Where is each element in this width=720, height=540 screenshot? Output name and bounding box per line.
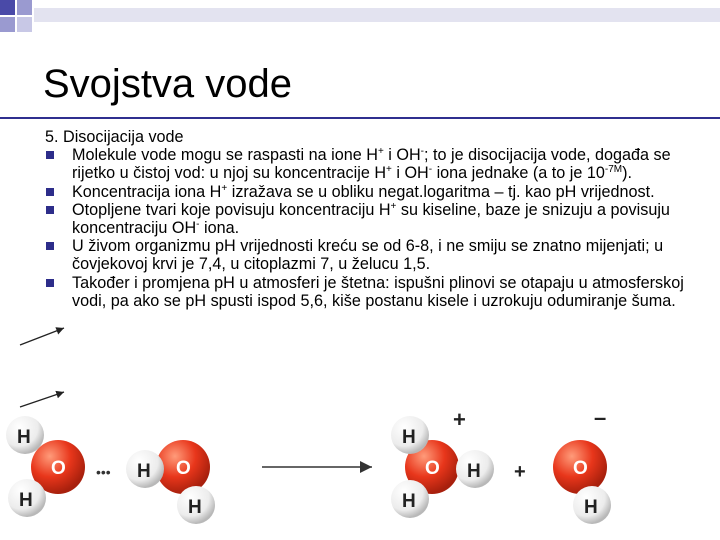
svg-text:H: H bbox=[402, 427, 416, 448]
svg-text:H: H bbox=[402, 491, 416, 512]
svg-text:H: H bbox=[188, 497, 202, 518]
svg-text:H: H bbox=[584, 497, 598, 518]
water-molecule bbox=[126, 440, 215, 524]
svg-text:O: O bbox=[573, 458, 588, 479]
svg-text:O: O bbox=[176, 458, 191, 479]
water-molecule bbox=[6, 416, 85, 517]
svg-text:H: H bbox=[17, 427, 31, 448]
bullet-item: Također i promjena pH u atmosferi je štetna: ispušni plinovi se otapaju u atmosferskoj vodi, pa ako se pH spusti ispod 5,6, kiše postanu kisele i uzrokuju odumiranje šuma. bbox=[45, 274, 685, 310]
svg-text:O: O bbox=[51, 458, 66, 479]
section-heading: 5. Disocijacija vode bbox=[45, 128, 184, 146]
bullet-item: U živom organizmu pH vrijednosti kreću se od 6-8, i ne smiju se znatno mijenjati; u čovjekovoj krvi je 7,4, u citoplazmi 7, u želucu 1,5. bbox=[45, 237, 685, 273]
bullet-item: Koncentracija iona H+ izražava se u obliku negat.logaritma – tj. kao pH vrijednost. bbox=[45, 183, 685, 201]
hydroxide-ion bbox=[553, 405, 611, 524]
plus-sign: + bbox=[514, 461, 526, 483]
slide-title: Svojstva vode bbox=[43, 62, 293, 106]
positive-charge: + bbox=[453, 407, 466, 432]
svg-text:O: O bbox=[425, 458, 440, 479]
svg-text:H: H bbox=[137, 461, 151, 482]
hydrogen-bond-dots: ••• bbox=[96, 464, 111, 480]
bullet-item: Molekule vode mogu se raspasti na ione H+ i OH-; to je disocijacija vode, događa se rijetko u čistoj vod: u njoj su koncentracije H+ i OH- iona jednake (a to je $10^{-7M}$). bbox=[45, 146, 685, 182]
dissociation-diagram bbox=[0, 395, 720, 540]
bullet-item: Otopljene tvari koje povisuju koncentraciju H+ su kiseline, baze je snizuju a povisuju koncentraciju OH- iona. bbox=[45, 201, 685, 237]
hydronium-ion bbox=[391, 407, 494, 518]
arrow-icon bbox=[20, 328, 64, 345]
svg-text:H: H bbox=[19, 490, 33, 511]
svg-text:H: H bbox=[467, 461, 481, 482]
negative-charge: – bbox=[594, 405, 607, 430]
